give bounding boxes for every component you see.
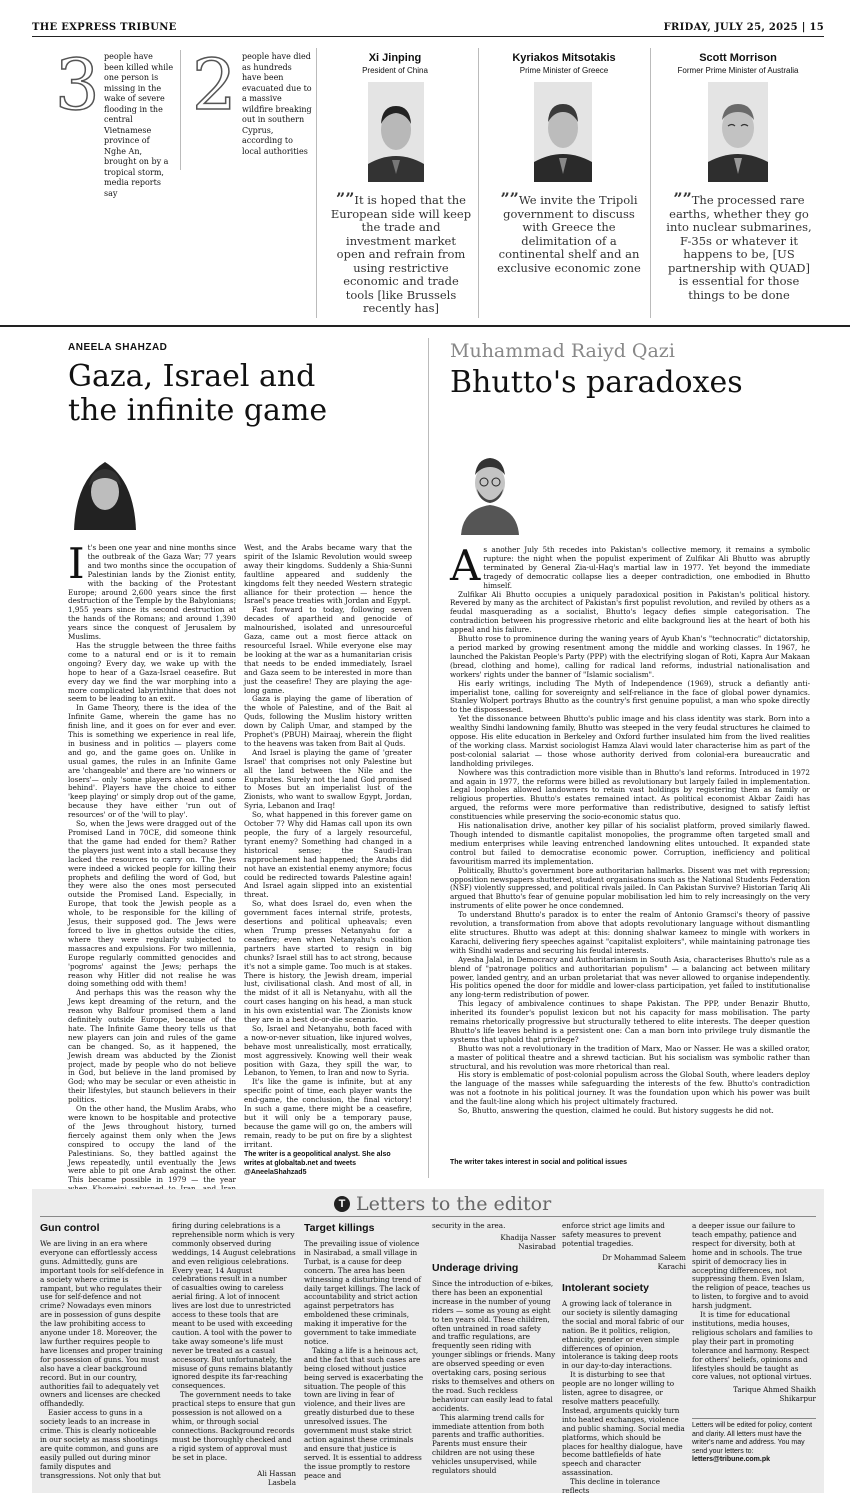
letter-underage-driving-col-1 — [432, 1280, 556, 1490]
letter-title-gun-control: Gun control — [40, 1222, 100, 1234]
right-para: His story is emblematic of post-colonial populism across the Global South, where leaders deploy the language of the masses while safeguarding the interests of the few. Bhutto's contradiction was not a footnote in his political journey. It was the foundation upon which his power was built and the fault-line along which his project ultimately fractured. — [450, 1070, 810, 1107]
masthead-date-text: FRIDAY, JULY 25, 2025 — [663, 22, 798, 33]
letter-para: Taking a life is a heinous act, and the fact that such cases are being closed without justice being served is exacerbating the situation. The people of this town are living in fear of violence, and their lives are greatly disturbed due to these unresolved issues. The government must stake strict action against these criminals and ensure that justice is served. It is essential to address the issue promptly to restore peace and — [304, 1345, 424, 1480]
left-article-footer: The writer is a geopolitical analyst. She also writes at globaltab.net and tweets @AneelaShahzad5 — [244, 1151, 391, 1176]
letter-para: firing during celebrations is a reprehensible norm which is very commonly observed during weddings, 14 August celebrations and even religious celebrations. Every year, 14 August celebrations result in a number of casualties owing to careless aerial firing. A lot of innocent lives are lost due to unrestricted access to these tools that are meant to be used with exceeding caution. A tool with the power to take away someone's life must never be treated as a casual accessory. But unfortunately, the misuse of guns remains blatantly ignored despite its far-reaching consequences. — [172, 1221, 296, 1391]
letter-title-underage-driving: Underage driving — [432, 1262, 519, 1274]
column-divider — [428, 338, 429, 1178]
right-para: Politically, Bhutto's government bore authoritarian hallmarks. Dissent was met with repression; opposition newspapers shuttered, student organisations such as the National Students Federation (NSF) violently suppressed, and political rivals jailed. In Can Pakistan Survive? Historian Tariq Ali argued that Bhutto's fear of genuine popular mobilisation led him to rely increasingly on the very instruments of elite power he once condemned. — [450, 865, 810, 911]
right-para: Zulfikar Ali Bhutto occupies a uniquely paradoxical position in Pakistan's political history. Revered by many as the architect of Pakistan's first populist revolution, and reviled by others as a feudal masquerading as a socialist, Bhutto's legacy defies simple categorisation. The contradiction between his progressive rhetoric and elite background lies at the heart of both his appeal and his failure. — [450, 589, 810, 635]
letters-section-title: Letters to the editor — [356, 1193, 552, 1215]
left-para: So, what happened in this forever game on October 7? Why did Hamas call upon its own people, the fury of a largely resourceful, tyrant enemy? Something had changed in a historical sense; the Saudi-Iran rapprochement had happened; the Arabs did not have an existential enemy anymore; focus could be redirected towards Palestine again! And Israel again slipped into an existential threat. — [244, 810, 412, 900]
right-para: s another July 5th recedes into Pakistan's collective memory, it remains a symbolic rupture: the night when the populist experiment of Zulfikar Ali Bhutto was abruptly terminated by General Zia-ul-Haq's martial law in 1977. Yet beyond the immediate tragedy of democratic collapse lies a deeper contradiction, one embodied in Bhutto himself. — [483, 545, 810, 590]
letter-para: a deeper issue our failure to teach empathy, patience and respect for diversity, both at home and in schools. The true spirit of democracy lies in accepting differences, not suppressing them. Even Islam, the religion of peace, teaches us to listen, to forgive and to avoid harsh judgment. — [692, 1221, 811, 1311]
letters-email-link[interactable]: letters@tribune.com.pk — [692, 1456, 771, 1464]
left-author-photo — [70, 440, 140, 530]
left-dropcap: I — [68, 539, 85, 588]
letter-para: We are living in an era where everyone can effortlessly access guns. Admittedly, guns are important tools for self-defence in a society where crime is rampant, but who regulates their use for self-defence and not crime? Nowadays even minors are in possession of guns despite the law prohibiting access to anyone under 18. Moreover, the law further requires people to have licenses and proper training for possession of guns. You must also have a clear background record. But in our country, authorities fail to adequately vet owners and licenses are checked offhandedly. — [40, 1239, 164, 1409]
person-title-2: Prime Minister of Greece — [519, 66, 609, 75]
person-name-1: Xi Jinping — [368, 52, 422, 64]
left-para: It's like the game is infinite, but at any specific point of time, each player wants the end-game, the conclusion, the final victory! In such a game, there might be a ceasefire, but it will only be a temporary pause, because the game will go on, the ambers will remain, ready to be put on fire by a slightest irritant. — [244, 1077, 412, 1149]
quote-mark-icon: ”” — [500, 189, 519, 208]
letter-sign-target-killings: Khadija Nasser Nasirabad — [500, 1233, 556, 1251]
person-quote-2 — [494, 189, 644, 275]
fact-text-2: people have died as hundreds have been evacuated due to a massive wildfire breaking out in southern Cyprus, according to local authorities — [242, 52, 312, 156]
letter-para: This decline in tolerance reflects — [562, 1477, 660, 1496]
masthead-separator: | — [801, 22, 806, 33]
quote-text-2: We invite the Tripoli government to discuss with Greece the delimitation of a continental shelf and an exclusive economic zone — [497, 193, 641, 275]
masthead-paper-name: THE EXPRESS TRIBUNE — [32, 22, 177, 33]
person-quote-3 — [664, 189, 814, 302]
person-title-3: Former Prime Minister of Australia — [677, 66, 799, 75]
quote-mark-icon: ”” — [336, 189, 355, 208]
fact-text-1: people have been killed while one person is missing in the wake of severe flooding in the central Vietnamese province of Nghe An, brought on by a tropical storm, media reports say — [104, 52, 174, 198]
letter-para: It is disturbing to see that people are no longer willing to listen, agree to disagree, or resolve matters peacefully. Instead, arguments quickly turn into heated exchanges, violence and public shaming. Social media platforms, which should be places for healthy dialogue, have become battlefields of hate speech and character assassination. — [562, 1370, 685, 1478]
person-name-2: Kyriakos Mitsotakis — [512, 52, 616, 64]
right-para: His nationalisation drive, another key pillar of his socialist platform, proved similarly flawed. Though intended to dismantle capitalist monopolies, the programme often targeted small and medium enterprises while leaving entrenched landowning elites untouched. It expanded state control but failed to democratise economic power. Corruption, inefficiency and political favouritism marred its implementation. — [450, 821, 810, 866]
quotes-divider-1 — [316, 48, 317, 318]
page-number: 15 — [809, 22, 824, 33]
right-dropcap: A — [450, 541, 481, 590]
letter-para: The government needs to take practical steps to ensure that gun possession is not allowed on a whim, or through social connections. Background records must be thoroughly checked and a rigid system of approval must be set in place. — [172, 1390, 296, 1462]
letter-gun-control-col-2 — [172, 1222, 296, 1472]
left-para: On the other hand, the Muslim Arabs, who were known to be hospitable and protective of the Jews throughout history, turned fiercely against them only when the Jews conspired to occupy the land of the Palestinians. So, they battled against the Jews repeatedly, until eventually the Jews were able to pit one Arab against the other. This became possible in 1979 — the year — [68, 1104, 236, 1185]
left-para: Fast forward to today, following seven decades of apartheid and genocide of malnourished, isolated and unresourceful Gaza, came out a most fierce attack on resourceful Israel. While everyone else may be looking at the war as a humanitarian crisis that needs to be ended immediately, Israel and Gaza seem to be interested in more than just the ceasefire! They are playing the age-long game. — [244, 605, 412, 695]
left-para: And Israel is playing the game of 'greater Israel' that comprises not only Palestine but all the land between the Nile and the Euphrates. Surely not the land God promised to Moses but an imperialist lust of the Zionists, who want to swallow Egypt, Jordan, Syria, Lebanon and Iraq! — [244, 747, 412, 811]
letter-title-intolerant-society: Intolerant society — [562, 1282, 649, 1294]
right-article-author: Muhammad Raiyd Qazi — [450, 340, 675, 362]
right-article-headline: Bhutto's paradoxes — [450, 365, 743, 400]
right-para: Ayesha Jalal, in Democracy and Authoritarianism in South Asia, characterises Bhutto's rule as a blend of "patronage politics and authoritarian populism" — a balancing act between military power, landed gentry, and an urban proletariat that was never allowed to organise independently. His politics opened the door for middle and lower-class participation, yet failed to institutionalise any long-term redistribution of power. — [450, 954, 810, 1000]
letters-note — [692, 1422, 816, 1492]
letter-para: Easier access to guns in a society leads to an increase in crime. This is clearly noticeable in our society as mass shootings are quite common, and guns are easily pulled out during minor family disputes and transgressions. Not only that but — [40, 1408, 161, 1480]
person-photo-1 — [368, 82, 424, 182]
letter-para: enforce strict age limits and safety measures to prevent potential tragedies. — [562, 1221, 665, 1248]
letter-sign-intolerant-society: Tarique Ahmed Shaikh Shikarpur — [733, 1385, 816, 1403]
left-para: t's been one year and nine months since the outbreak of the Gaza War; 77 years and two months since the occupation of Palestinian lands by the Zionist entity, with the backing of the Protestant Europe; around 2,600 years since the first destruction of the Temple by the Babylonians; 1,955 years since its second destruction at the hands of the Romans; and around 1,390 years since the conquest of Jerusalem by Muslims. — [68, 543, 236, 642]
right-para: Nowhere was this contradiction more visible than in Bhutto's land reforms. Introduced in 1972 and again in 1977, the reforms were billed as revolutionary but largely failed in implementation. Legal loopholes allowed landowners to retain vast holdings by registering them as family or religious properties. Bhutto's estates remained intact. As political economist Akbar Zaidi has argued, the reforms were more performative than redistributive, designed to satisfy leftist constituencies while preserving the socio-economic status quo. — [450, 767, 810, 822]
right-para: To understand Bhutto's paradox is to enter the realm of Antonio Gramsci's theory of passive revolution, a transformation from above that adopts revolutionary language without dismantling elite structures. Bhutto was adept at this: donning shalwar kameez to mingle with workers in Karachi, delivering fiery speeches against "capitalist exploiters", while maintaining patronage ties with Sindhi waderas and securing his feudal interests. — [450, 910, 810, 955]
quote-mark-icon: ”” — [673, 189, 692, 208]
person-title-1: President of China — [362, 66, 428, 75]
left-article-col-2 — [244, 544, 412, 1164]
letter-sign-underage-driving: Dr Mohammad Saleem Karachi — [602, 1253, 686, 1271]
masthead-date — [664, 22, 824, 33]
right-author-photo — [455, 445, 525, 535]
left-para: So, when the Jews were dragged out of the Promised Land in 70CE, did someone think that the game had ended for them? Rather the players just went into a stall because they lacked the resources to carry on. The Jews were indeed a wicked people for killing their prophets and defiling the word of God, but they were also the ones most persecuted outside the Promised Land. Especially, in Europe, that took the Jewish people as a whole, to be responsible for the killing of Jesus, their supposed god. The Jews were forced to live in ghettos outside the cities, where they were regularly subjected to massacres and expulsions. For two millennia, Europe regularly committed genocides and 'pogroms' against the Jews; perhaps the reason why Hitler did not realise he was doing something odd with them! — [68, 819, 236, 989]
letters-rule — [40, 1216, 816, 1217]
letter-para: The prevailing issue of violence in Nasirabad, a small village in Turbat, is a cause for deep concern. The area has been witnessing a disturbing trend of daily target killings. The lack of accountability and strict action against perpetrators has emboldened these criminals, making it imperative for the government to take immediate notice. — [304, 1239, 422, 1346]
masthead-rule — [32, 36, 824, 37]
right-para: His early writings, including The Myth of Independence (1969), struck a defiantly anti-imperialist tone, calling for sovereignty and self-reliance in the face of global power dynamics. Stanley Wolpert portrays Bhutto as the country's first genuine populist, a man who spoke directly to the dispossessed. — [450, 678, 810, 715]
left-article-col-1 — [68, 539, 236, 1185]
fact-divider — [180, 50, 181, 170]
person-quote-1 — [330, 189, 472, 316]
letter-para: This alarming trend calls for immediate attention from both parents and traffic authorities. Parents must ensure their children are not using these vehicles unsupervised, while regulators should — [432, 1412, 545, 1476]
letter-gun-control-col-1 — [40, 1240, 164, 1490]
quote-text-1: It is hoped that the European side will keep the trade and investment market open and refrain from using restrictive economic and trade tools [like Brussels recently has] — [330, 193, 472, 315]
right-para: Bhutto was not a revolutionary in the tradition of Marx, Mao or Nasser. He was a skilled orator, a master of political theatre and a shrewd tactician. But his socialism was symbolic rather than structural, and his revolution was more rhetorical than real. — [450, 1043, 810, 1071]
letter-intolerant-society-col-2 — [692, 1222, 816, 1388]
letter-sign-gun-control: Ali Hassan Lasbela — [257, 1469, 296, 1487]
fact-number-2: 2 — [192, 44, 237, 126]
left-article-headline: Gaza, Israel and the infinite game — [68, 359, 328, 428]
section-rule-top — [0, 325, 850, 327]
right-para: Yet the dissonance between Bhutto's public image and his class identity was stark. Born into a wealthy Sindhi landowning family, Bhutto was steeped in the very feudal structures he claimed to oppose. His elite education in Berkeley and Oxford further insulated him from the lived realities of the working class. Marxist sociologist Hamza Alavi would later characterise him as part of the post-colonial salariat — those whose authority derived from colonial-era bureaucratic and landholding privileges. — [450, 714, 810, 768]
letter-target-killings-col-1 — [304, 1240, 424, 1490]
quotes-divider-2 — [478, 48, 479, 318]
letter-para: Since the introduction of e-bikes, there has been an exponential increase in the number of young riders — some as young as eight to ten years old. These children, often untrained in road safety and traffic regulations, are frequently seen riding with younger siblings or friends. Many are observed speeding or even overtaking cars, posing serious risks to themselves and others on the road. Such reckless behaviour can easily lead to fatal accidents. — [432, 1279, 556, 1413]
letter-intolerant-society-col-1 — [562, 1299, 686, 1496]
letters-icon: T — [334, 1196, 350, 1212]
letter-para: security in the area. — [432, 1221, 506, 1230]
left-para: So, what does Israel do, even when the government faces internal strife, protests, desertions and political upheavals; even when Trump presses Netanyahu for a ceasefire; even when Netanyahu's coalition partners have started to resign in big chunks? Israel still has to act strong, because it's not a simple game. Too much is at stakes. There is history, the Jewish dream, imperial lust, civilisational clash. And most of all, in the midst of it all is Netanyahu, with all the court cases hanging on his head, a man stuck in his own existential war. The Zionists know they are in a best do-or-die scenario. — [244, 899, 412, 1025]
letter-para: It is time for educational institutions, media houses, religious scholars and families to play their part in promoting tolerance and harmony. Respect for others' beliefs, opinions and lifestyles should be taught as core values, not optional virtues. — [692, 1310, 813, 1382]
left-para: Has the struggle between the three faiths come to a natural end or is it to remain ongoing? Every day, we wake up with the hope to hear of a Gaza-Israel ceasefire. But every day we find the war morphing into a more complicated labyrinthine that does not seem to be leading to an exit. — [68, 640, 236, 704]
letters-note-text: Letters will be edited for policy, content and clarity. All letters must have the writer's name and address. You may send your letters to: — [692, 1422, 813, 1455]
right-article-footer: The writer takes interest in social and political issues — [450, 1159, 628, 1166]
person-photo-3 — [708, 82, 768, 182]
quotes-divider-3 — [650, 48, 651, 318]
left-para: And perhaps this was the reason why the Jews kept dreaming of the return, and the reason why Balfour promised them a land definitely outside Europe, because of the hate. The Infinite Game theory tells us that new players can join and rules of the game can be changed. So, as it happened, the Jewish dream was abducted by the Zionist project, made by people who do not believe in God, but believe in the land promised by God; who may be secular or even atheistic in their lifestyles, but staunch believers in their politics. — [68, 988, 236, 1105]
letters-note-rule — [692, 1418, 816, 1419]
left-para: Gaza is playing the game of liberation of the whole of Palestine, and of the Bait al Quds, following the Muslim history written down by Caliph Umar, and stamped by the Prophet's (PBUH) Mairaaj, wherein the flight to the heavens was taken from Bait al Quds. — [244, 694, 412, 748]
person-photo-2 — [534, 82, 592, 182]
person-name-3: Scott Morrison — [699, 52, 777, 64]
quote-text-3: The processed rare earths, whether they go into nuclear submarines, F-35s or whatever it happens to be, [US partnership with QUAD] is essential for those things to be done — [666, 193, 812, 302]
left-article-author: ANEELA SHAHZAD — [68, 342, 168, 353]
left-para: In Game Theory, there is the idea of the Infinite Game, wherein the game has no finish line, and it goes on for ever and ever. This is something we experience in real life, in business and in politics — players come and go, and the game goes on. Unlike in usual games, the rules in an Infinite Game are 'changeable' and there are 'no winners or losers'— only 'some players ahead and some behind'. Players have the choice to either 'keep playing' or simply drop out of the game, because they have either 'run out of resources' or of the 'will to play'. — [68, 703, 236, 820]
letter-title-target-killings: Target killings — [304, 1222, 375, 1234]
letter-para: A growing lack of tolerance in our society is silently damaging the social and moral fabric of our nation. Be it politics, religion, ethnicity, gender or even simple differences of opinion, intolerance is taking deep roots in our day-to-day interactions. — [562, 1299, 684, 1371]
fact-number-1: 3 — [55, 44, 100, 126]
letter-underage-driving-col-2 — [562, 1222, 686, 1252]
right-para: This legacy of ambivalence continues to shape Pakistan. The PPP, under Benazir Bhutto, inherited its founder's populist lexicon but not his capacity for mass mobilisation. The party remains rhetorically progressive but structurally tethered to elite interests. The deeper question Bhutto's life leaves behind is a persistent one: Can a man born into privilege truly dismantle the systems that uphold that privilege? — [450, 999, 810, 1044]
left-para: So, Israel and Netanyahu, both faced with a now-or-never situation, like injured wolves, behave most unrealistically, most erratically, most aggressively. Knowing well their weak position with Gaza, they spill the war, to Lebanon, to Yemen, to Iran and now to Syria. — [244, 1023, 412, 1078]
right-article-body — [450, 541, 810, 1148]
left-para: West, and the Arabs became wary that the spirit of the Islamic Revolution would sweep away their kingdoms. Suddenly a Shia-Sunni faultline appeared and suddenly the kingdoms felt they needed Western strategic alliance for their protection — hence the Israel's peace treaties with Jordan and Egypt. — [244, 543, 412, 606]
right-para: Bhutto rose to prominence during the waning years of Ayub Khan's "technocratic" dictatorship, a period marked by growing resentment among the middle and working classes. In 1967, he launched the Pakistan People's Party (PPP) with the electrifying slogan of Roti, Kapra Aur Makaan (bread, clothing and home), calling for radical land reforms, industrial nationalisation and workers' rights under the banner of "Islamic socialism". — [450, 634, 810, 679]
right-para: So, Bhutto, answering the question, claimed he could. But history suggests he did not. — [458, 1106, 774, 1116]
